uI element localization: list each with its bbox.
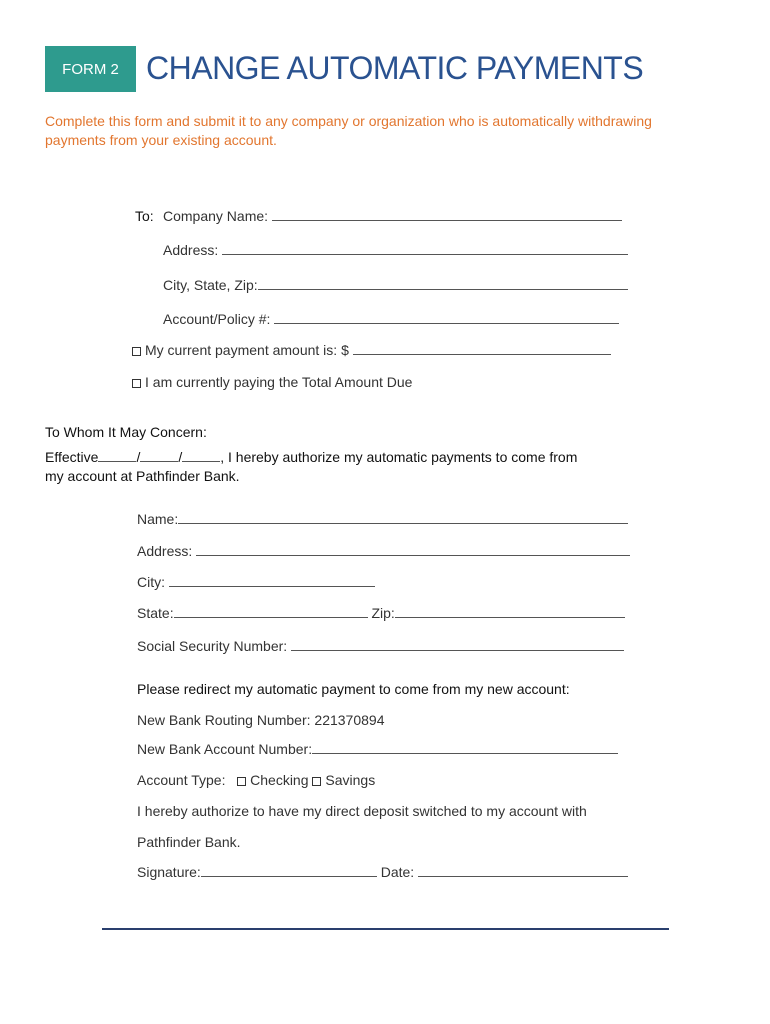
savings-label: Savings [325, 772, 376, 788]
intro-text-line-2: payments from your existing account. [45, 132, 277, 148]
customer-zip-field[interactable] [395, 605, 625, 618]
authorize-line-1: I hereby authorize to have my direct deposit switched to my account with [137, 803, 587, 819]
authorize-line-2: Pathfinder Bank. [137, 834, 241, 850]
customer-city-field[interactable] [169, 574, 375, 587]
ssn-field[interactable] [291, 638, 624, 651]
account-type-label: Account Type: [137, 772, 226, 788]
page-title: CHANGE AUTOMATIC PAYMENTS [146, 50, 644, 86]
greeting: To Whom It May Concern: [45, 424, 207, 440]
customer-name-field[interactable] [178, 511, 628, 524]
new-account-number-field[interactable] [312, 741, 618, 754]
new-account-heading: Please redirect my automatic payment to come from my new account: [137, 681, 570, 697]
total-amount-label: I am currently paying the Total Amount Due [145, 374, 413, 390]
signature-label: Signature: [137, 864, 201, 880]
current-payment-label: My current payment amount is: $ [145, 342, 349, 358]
current-payment-row [132, 342, 611, 358]
customer-address-label: Address: [137, 543, 193, 559]
current-payment-field[interactable] [353, 342, 611, 355]
new-account-number-row [137, 741, 618, 757]
footer-divider [102, 928, 669, 930]
date-field[interactable] [418, 864, 628, 877]
account-policy-row [163, 311, 619, 327]
current-payment-checkbox[interactable] [132, 347, 141, 356]
to-address-field[interactable] [222, 242, 628, 255]
customer-address-row [137, 543, 630, 559]
to-label: To: [135, 208, 154, 224]
effective-date-row [45, 449, 577, 465]
to-address-row [163, 242, 628, 258]
account-policy-label: Account/Policy #: [163, 311, 271, 327]
to-address-label: Address: [163, 242, 219, 258]
company-name-field[interactable] [272, 208, 622, 221]
effective-month-field[interactable] [98, 449, 136, 462]
date-label: Date: [380, 864, 415, 880]
customer-state-field[interactable] [174, 605, 368, 618]
authorize-text: , I hereby authorize my automatic payments to come from [220, 449, 578, 465]
date-separator: / [178, 449, 183, 465]
ssn-row [137, 638, 624, 654]
city-state-zip-label: City, State, Zip: [163, 277, 258, 293]
customer-state-zip-row [137, 605, 625, 621]
customer-zip-label: Zip: [371, 605, 395, 621]
city-state-zip-field[interactable] [258, 277, 628, 290]
customer-city-label: City: [137, 574, 165, 590]
customer-name-label: Name: [137, 511, 179, 527]
effective-day-field[interactable] [140, 449, 178, 462]
signature-date-row [137, 864, 628, 880]
effective-year-field[interactable] [182, 449, 220, 462]
savings-checkbox[interactable] [312, 777, 321, 786]
total-amount-checkbox[interactable] [132, 379, 141, 388]
customer-city-row [137, 574, 375, 590]
total-amount-row [132, 374, 412, 390]
company-name-label: Company Name: [163, 208, 269, 224]
customer-name-row [137, 511, 628, 527]
customer-address-field[interactable] [196, 543, 630, 556]
city-state-zip-row [163, 277, 628, 293]
account-type-row [137, 772, 375, 788]
form-number-badge: FORM 2 [45, 46, 136, 92]
intro-text-line-1: Complete this form and submit it to any company or organization who is automatically withdrawing [45, 113, 652, 129]
routing-number: New Bank Routing Number: 221370894 [137, 712, 385, 728]
letter-line-2: my account at Pathfinder Bank. [45, 468, 240, 484]
ssn-label: Social Security Number: [137, 638, 288, 654]
account-policy-field[interactable] [274, 311, 619, 324]
customer-state-label: State: [137, 605, 174, 621]
new-account-number-label: New Bank Account Number: [137, 741, 313, 757]
company-name-row [163, 208, 622, 224]
checking-label: Checking [250, 772, 309, 788]
date-separator: / [136, 449, 141, 465]
checking-checkbox[interactable] [237, 777, 246, 786]
signature-field[interactable] [201, 864, 377, 877]
effective-label: Effective [45, 449, 99, 465]
